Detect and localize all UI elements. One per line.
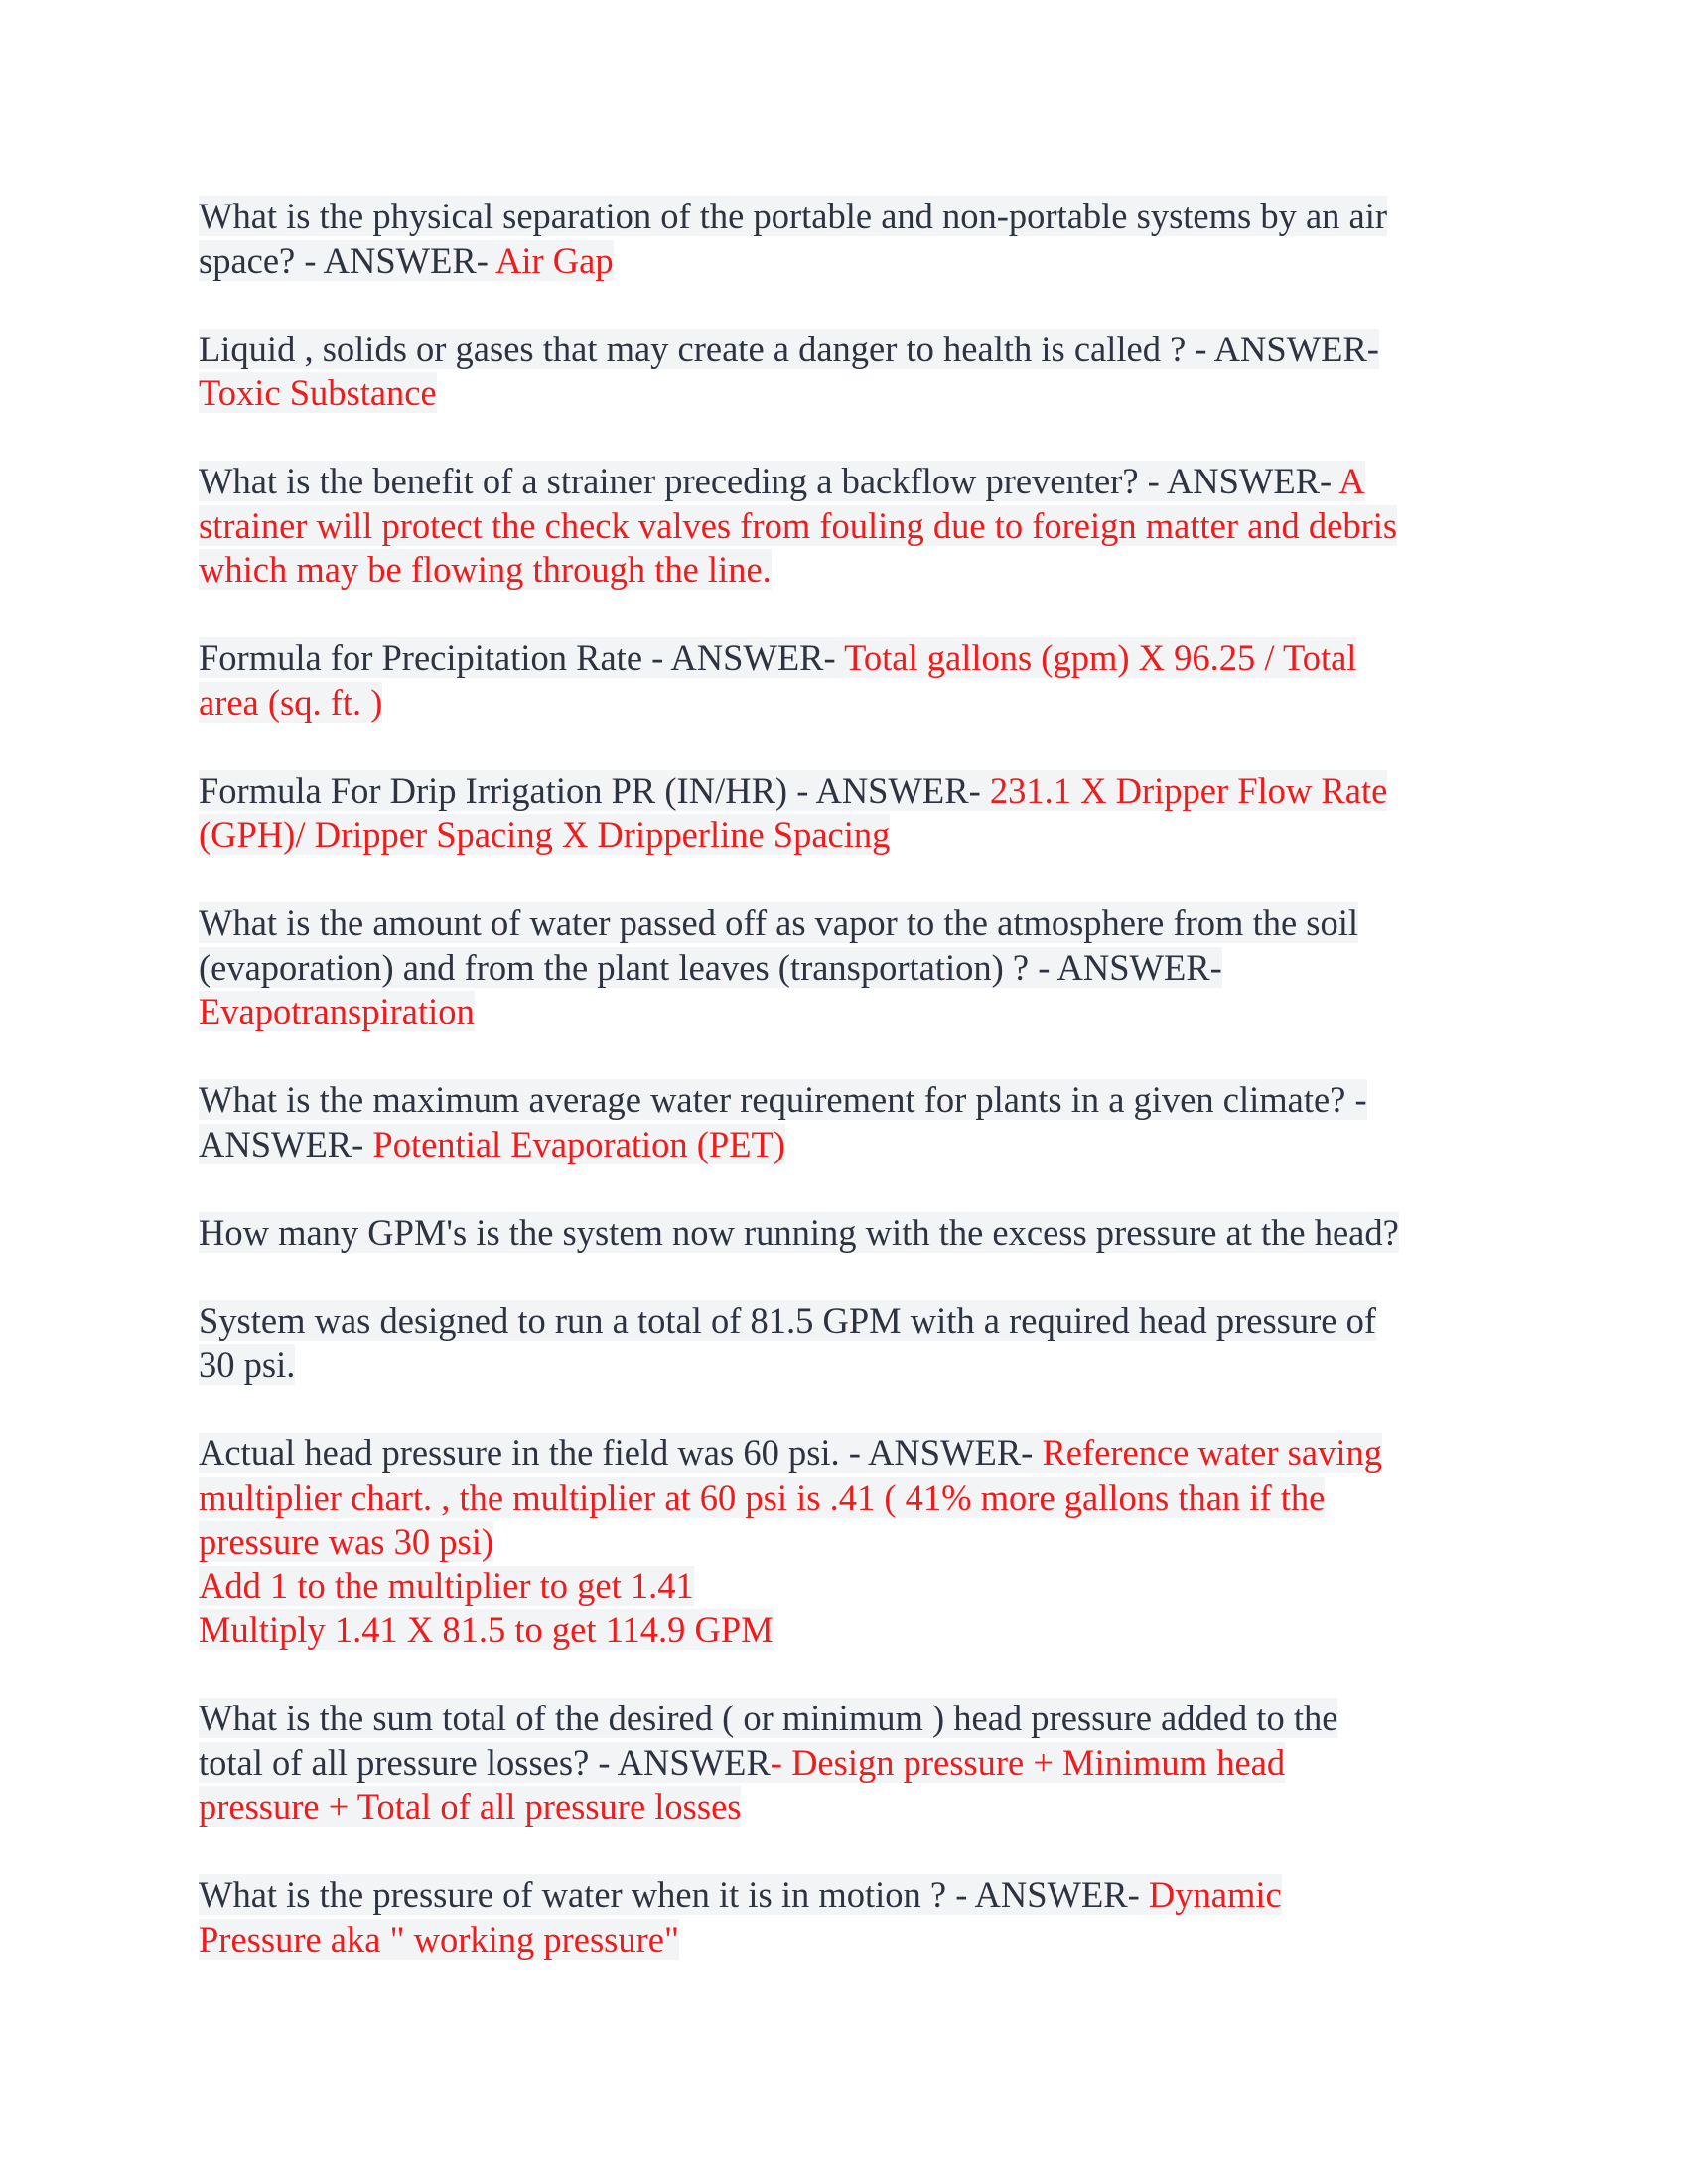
- question-text: What is the maximum average water requirement for plants in a given climate? -: [199, 1079, 1367, 1120]
- text-line: [199, 1343, 1489, 1388]
- text-line: [199, 681, 1489, 726]
- answer-text: Reference water saving: [1042, 1433, 1382, 1473]
- qa-block: [199, 1299, 1489, 1388]
- text-line: [199, 1476, 1489, 1521]
- answer-text: area (sq. ft. ): [199, 681, 383, 723]
- answer-text: pressure + Total of all pressure losses: [199, 1786, 742, 1827]
- answer-text: multiplier chart. , the multiplier at 60 psi is .41 ( 41% more gallons than if the: [199, 1476, 1326, 1518]
- answer-text: A: [1338, 461, 1365, 501]
- qa-block: [199, 460, 1489, 593]
- document-page: [199, 195, 1489, 1962]
- question-text: System was designed to run a total of 81.5 GPM with a required head pressure of: [199, 1299, 1377, 1341]
- text-line: [199, 328, 1489, 372]
- text-line: [199, 1697, 1489, 1741]
- answer-text: Dynamic: [1148, 1874, 1282, 1915]
- question-text: What is the amount of water passed off as vapor to the atmosphere from the soil: [199, 902, 1359, 943]
- text-line: [199, 1608, 1489, 1653]
- text-line: [199, 990, 1489, 1034]
- answer-text: Toxic Substance: [199, 372, 437, 413]
- question-text: What is the pressure of water when it is in motion ? - ANSWER-: [199, 1874, 1149, 1915]
- qa-block: [199, 1697, 1489, 1830]
- question-text: What is the physical separation of the portable and non-portable systems by an air: [199, 196, 1388, 236]
- answer-text: Potential Evaporation (PET): [372, 1123, 785, 1164]
- qa-block: [199, 1078, 1489, 1166]
- text-line: [199, 1565, 1489, 1609]
- text-line: [199, 946, 1489, 991]
- question-text: ANSWER-: [199, 1123, 373, 1164]
- qa-block: [199, 1873, 1489, 1962]
- answer-text: (GPH)/ Dripper Spacing X Dripperline Spacing: [199, 814, 891, 855]
- answer-text: pressure was 30 psi): [199, 1521, 494, 1562]
- text-line: [199, 1078, 1489, 1123]
- answer-text: Add 1 to the multiplier to get 1.41: [199, 1565, 694, 1606]
- answer-text: Evapotranspiration: [199, 991, 475, 1031]
- question-text: Formula For Drip Irrigation PR (IN/HR) - ANSWER-: [199, 769, 990, 811]
- text-line: [199, 813, 1489, 858]
- answer-text: - Design pressure + Minimum head: [770, 1741, 1286, 1783]
- text-line: [199, 1918, 1489, 1963]
- answer-text: strainer will protect the check valves from fouling due to foreign matter and debris: [199, 504, 1398, 546]
- answer-text: which may be flowing through the line.: [199, 549, 772, 590]
- text-line: [199, 1299, 1489, 1344]
- question-text: (evaporation) and from the plant leaves (transportation) ? - ANSWER-: [199, 946, 1222, 988]
- text-line: [199, 548, 1489, 593]
- qa-block: [199, 636, 1489, 725]
- qa-block: [199, 195, 1489, 283]
- qa-block: [199, 901, 1489, 1034]
- text-line: [199, 636, 1489, 681]
- text-line: [199, 195, 1489, 239]
- answer-text: Air Gap: [495, 239, 614, 281]
- text-line: [199, 1785, 1489, 1830]
- text-line: [199, 1211, 1489, 1256]
- question-text: What is the sum total of the desired ( or minimum ) head pressure added to the: [199, 1698, 1338, 1738]
- qa-block: [199, 1432, 1489, 1653]
- question-text: Actual head pressure in the field was 60 psi. - ANSWER-: [199, 1433, 1043, 1473]
- text-line: [199, 1520, 1489, 1565]
- qa-block: [199, 769, 1489, 858]
- question-text: What is the benefit of a strainer preceding a backflow preventer? - ANSWER-: [199, 461, 1339, 501]
- answer-text: 231.1 X Dripper Flow Rate: [989, 769, 1388, 811]
- answer-text: Pressure aka " working pressure": [199, 1918, 679, 1960]
- qa-block: [199, 328, 1489, 416]
- text-line: [199, 769, 1489, 814]
- qa-block: [199, 1211, 1489, 1256]
- question-text: How many GPM's is the system now running with the excess pressure at the head?: [199, 1211, 1399, 1253]
- answer-text: Total gallons (gpm) X 96.25 / Total: [844, 637, 1357, 678]
- text-line: [199, 504, 1489, 549]
- question-text: total of all pressure losses? - ANSWER: [199, 1741, 771, 1783]
- text-line: [199, 371, 1489, 416]
- text-line: [199, 460, 1489, 504]
- text-line: [199, 1432, 1489, 1476]
- text-line: [199, 1873, 1489, 1918]
- question-text: Liquid , solids or gases that may create a danger to health is called ? - ANSWER-: [199, 328, 1379, 369]
- text-line: [199, 1123, 1489, 1167]
- question-text: space? - ANSWER-: [199, 239, 496, 281]
- question-text: 30 psi.: [199, 1344, 296, 1385]
- text-line: [199, 1741, 1489, 1786]
- answer-text: Multiply 1.41 X 81.5 to get 114.9 GPM: [199, 1609, 774, 1650]
- text-line: [199, 901, 1489, 946]
- text-line: [199, 239, 1489, 284]
- question-text: Formula for Precipitation Rate - ANSWER-: [199, 637, 845, 678]
